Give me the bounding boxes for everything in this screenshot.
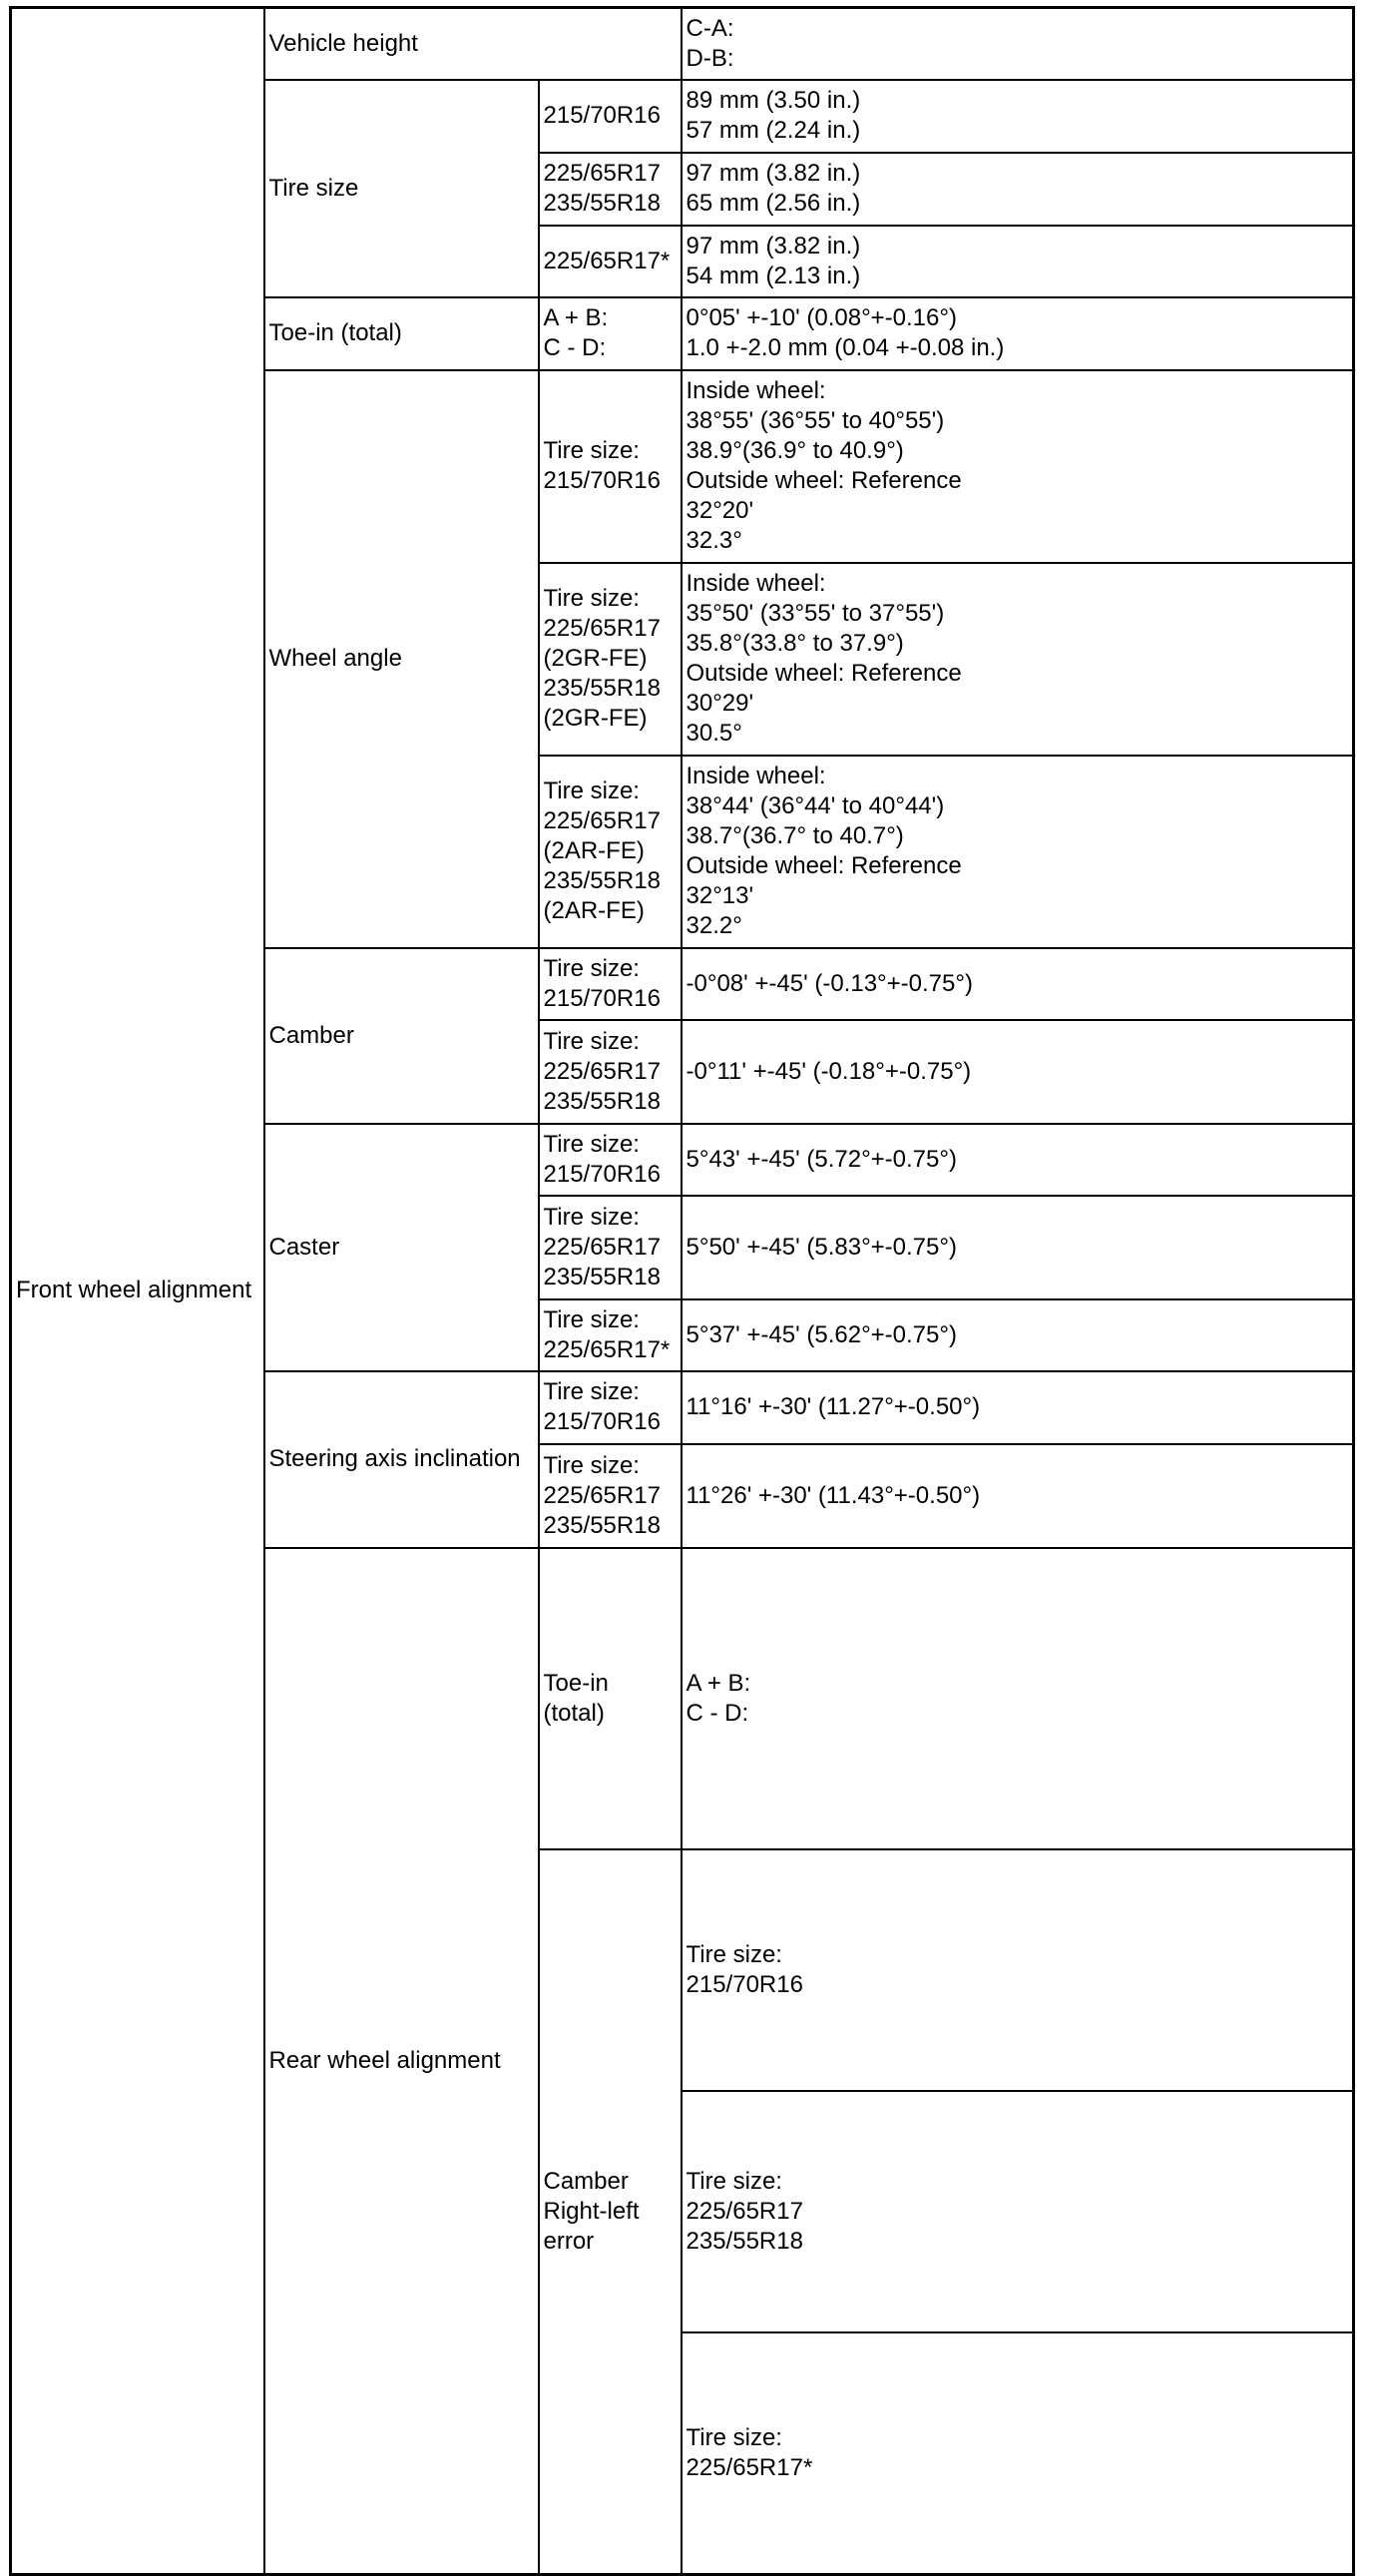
front-camber-condition: Tire size: 225/65R17 235/55R18 xyxy=(539,1020,682,1124)
wheel-angle-condition: Tire size: 225/65R17 (2AR-FE) 235/55R18 (2AR-FE) xyxy=(539,756,682,948)
vehicle-height-label: Vehicle height xyxy=(264,8,682,80)
front-toe-in-value: 0°05' +-10' (0.08°+-0.16°) 1.0 +-2.0 mm (0.04 +-0.08 in.) xyxy=(682,297,1354,370)
front-camber-label: Camber xyxy=(264,948,539,1124)
rear-camber-label: Camber Right-left error xyxy=(539,1849,682,2575)
table-row xyxy=(11,8,1354,80)
caster-value: 5°37' +-45' (5.62°+-0.75°) xyxy=(682,1299,1354,1371)
sai-condition: Tire size: 225/65R17 235/55R18 xyxy=(539,1444,682,1548)
tire-size-value: 97 mm (3.82 in.) 65 mm (2.56 in.) xyxy=(682,153,1354,226)
tire-size-cell: 225/65R17 235/55R18 xyxy=(539,153,682,226)
tire-size-cell: 215/70R16 xyxy=(539,80,682,153)
wheel-angle-condition: Tire size: 215/70R16 xyxy=(539,370,682,563)
alignment-spec-table xyxy=(9,6,1355,2576)
rear-toe-in-condition: A + B: C - D: xyxy=(682,1548,1354,1849)
caster-condition: Tire size: 215/70R16 xyxy=(539,1124,682,1196)
front-wheel-alignment-label: Front wheel alignment xyxy=(11,8,264,2575)
tire-size-label: Tire size xyxy=(264,80,539,297)
front-camber-condition: Tire size: 215/70R16 xyxy=(539,948,682,1020)
wheel-angle-value: Inside wheel: 38°44' (36°44' to 40°44') 38.7°(36.7° to 40.7°) Outside wheel: Reference 32°13' 32.2° xyxy=(682,756,1354,948)
steering-axis-inclination-label: Steering axis inclination xyxy=(264,1371,539,1548)
sai-value: 11°26' +-30' (11.43°+-0.50°) xyxy=(682,1444,1354,1548)
rear-camber-condition: Tire size: 225/65R17* xyxy=(682,2332,1354,2575)
sai-condition: Tire size: 215/70R16 xyxy=(539,1371,682,1444)
tire-size-value: 89 mm (3.50 in.) 57 mm (2.24 in.) xyxy=(682,80,1354,153)
front-camber-value: -0°08' +-45' (-0.13°+-0.75°) xyxy=(682,948,1354,1020)
wheel-angle-condition: Tire size: 225/65R17 (2GR-FE) 235/55R18 (2GR-FE) xyxy=(539,563,682,756)
caster-label: Caster xyxy=(264,1124,539,1371)
front-camber-value: -0°11' +-45' (-0.18°+-0.75°) xyxy=(682,1020,1354,1124)
sai-value: 11°16' +-30' (11.27°+-0.50°) xyxy=(682,1371,1354,1444)
tire-size-value: 97 mm (3.82 in.) 54 mm (2.13 in.) xyxy=(682,226,1354,297)
wheel-angle-value: Inside wheel: 35°50' (33°55' to 37°55') 35.8°(33.8° to 37.9°) Outside wheel: Reference 30°29' 30.5° xyxy=(682,563,1354,756)
caster-value: 5°43' +-45' (5.72°+-0.75°) xyxy=(682,1124,1354,1196)
caster-value: 5°50' +-45' (5.83°+-0.75°) xyxy=(682,1196,1354,1299)
wheel-angle-label: Wheel angle xyxy=(264,370,539,948)
rear-wheel-alignment-label: Rear wheel alignment xyxy=(264,1548,539,2575)
front-toe-in-label: Toe-in (total) xyxy=(264,297,539,370)
wheel-angle-value: Inside wheel: 38°55' (36°55' to 40°55') 38.9°(36.9° to 40.9°) Outside wheel: Reference 32°20' 32.3° xyxy=(682,370,1354,563)
rear-toe-in-label: Toe-in (total) xyxy=(539,1548,682,1849)
tire-size-cell: 225/65R17* xyxy=(539,226,682,297)
vehicle-height-value: C-A: D-B: xyxy=(682,8,1354,80)
caster-condition: Tire size: 225/65R17* xyxy=(539,1299,682,1371)
caster-condition: Tire size: 225/65R17 235/55R18 xyxy=(539,1196,682,1299)
rear-camber-condition: Tire size: 225/65R17 235/55R18 xyxy=(682,2091,1354,2332)
rear-camber-condition: Tire size: 215/70R16 xyxy=(682,1849,1354,2091)
front-toe-in-condition: A + B: C - D: xyxy=(539,297,682,370)
